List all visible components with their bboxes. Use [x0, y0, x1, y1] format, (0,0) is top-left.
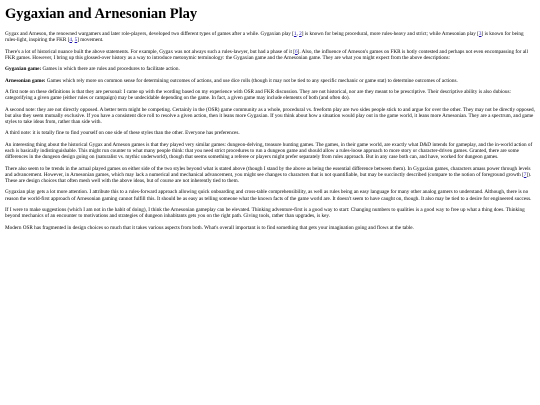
citation-link-4[interactable]: 4 [69, 37, 73, 44]
intro-paragraph [5, 31, 535, 43]
text: There also seem to be trends in the actual played games on either side of the two styles beyond what is stated above (though I stand by the above as being the essential difference between them). In Gygaxian games, characters amass power through levels and advancement. However, in Arnesonian games, which may lack a numerical and mechanical advancement, you might see changes to characters that is not quantifiable, but may be succinctly described (compare to the notion of foreground growth [ [5, 165, 531, 178]
text: ] is known for being procedural, more rules-heavy and strict; while Arnesonian play [ [301, 31, 479, 37]
definition-text: Games in which there are rules and procedures to facilitate action. [41, 66, 180, 73]
text: , [296, 31, 300, 37]
trends-paragraph [5, 166, 535, 185]
text: Gygax and Arneson, the renowned wargamers and later role-players, developed two different types of games after a while. Gygaxian play [ [5, 31, 294, 37]
page-title: Gygaxian and Arnesonian Play [5, 6, 198, 22]
citation-link-6[interactable]: 6 [295, 48, 298, 55]
gygaxian-play-paragraph: Gygaxian play gets a lot more attention. I attribute this to a rules-forward approach allowing quick onboarding and cross-table comprehensibility, as well as rules being an easy language for many other analog gamers to understand. Although, there is no reason the world-first approach of Arnesonian gaming cannot fulfill this. It should be as easy as telling someone what the known facts of the game world are. It doesn't seem to have caught on, though. It also may be tied to a desire for engineered success. [5, 189, 532, 202]
third-note-paragraph: A third note: it is totally fine to find yourself on one side of these styles than the other. Everyone has preferences. [5, 130, 240, 137]
text: There's a lot of historical nuance built the above statements. For example, Gygax was not always such a rules-lawyer, but had a phase of it [ [5, 48, 295, 55]
text: ] movement. [77, 37, 104, 44]
suggestions-paragraph: If I were to make suggestions (which I am not in the habit of doing), I think the Arnesonian gameplay can be elevated. Thinking adventure-first is a good way to start: Changing numbers to qualities is a good way to free up what a thing does. Thinking beyond mechanics of an encounter to motivations and strategies of dungeon inhabitants gets you on the right path. Giving tools, rather than upgrades, is key. [5, 206, 525, 220]
text: , [72, 37, 75, 44]
text: ]). These are design choices that often mesh well with the above ideas, but of course are not inherently tied to them. [5, 171, 532, 184]
definition-term: Arnesonian game: [5, 77, 46, 84]
modern-osr-paragraph: Modern OSR has fragmented in design choices so much that it takes various aspects from both. What's overall important is to find something that gets your imagination going and flows at the table. [5, 224, 414, 231]
citation-link-1[interactable]: 1 [293, 31, 297, 37]
definition-term: Gygaxian game: [5, 66, 42, 73]
citation-link-7[interactable]: 7 [523, 171, 527, 178]
citation-link-3[interactable]: 3 [478, 31, 482, 37]
arnesonian-definition [5, 78, 535, 84]
citation-link-2[interactable]: 2 [299, 31, 302, 37]
text: ]. Also, the influence of Arneson's games on FKR is hotly contested and perhaps not even encompassing for all FKR games. However, I bring up this glossed-over history as a way to introduce metonymic terminology: the Gygaxian game and the Arnesonian game. They are what you might expect from the above descriptions: [5, 48, 528, 61]
text: ] is known for being rules-light, inspiring the FKR [ [5, 31, 524, 44]
second-note-paragraph: A second note: they are not directly opposed. A better term might be competing. Certainly in the (OSR) game community as a whole, procedural vs. freeform play are two sides people stick to and argue for over the other. They may not be directly opposed, but also they seem mutually exclusive. If you have a consistent dice roll to resolve a given action, then it leans more Gygaxian. If you think about how a situation would play out in the game world, it leans more Arnesonian. They are a spectrum, and game styles to take ideas from, rather than side with. [5, 106, 535, 125]
history-paragraph [5, 49, 535, 61]
citation-link-5[interactable]: 5 [74, 37, 78, 44]
gygaxian-definition [5, 66, 535, 72]
first-note-paragraph: A first note on these definitions is that they are personal: I came up with the wording based on my experience with OSR and FKR discussion. They are not historical, nor are they meant to be prescriptive. Their descriptive ability is also dubious: categorifying a given game (either rules or campaign) may be undecidable depending on the game. In fact, a given game may include elements of both (and often do). [5, 88, 511, 102]
definition-text: Games which rely more on common sense for determining outcomes of actions, and use dice rolls (though it may not be tied to any specific mechanic or game stat) to determine outcomes of actions. [45, 77, 458, 84]
interesting-paragraph: An interesting thing about the historical Gygax and Arneson games is that they played very similar games: dungeon-delving, treasure hunting games. The games, in their game world, are exactly what D&D intends for gameplay, and the in-world action of each is basically indistinguishable. This might run counter to what many people think: that you need strict procedures to run a dungeon game and should allow a rules-loose approach to more story or character-driven games. Granted, there are some differences in the dungeon design going on (naturalist vs. mythic underworld), though that seems something a referee or players might prefer separately from rules approach. But in any case both can, and have, worked for dungeon games. [5, 141, 533, 161]
